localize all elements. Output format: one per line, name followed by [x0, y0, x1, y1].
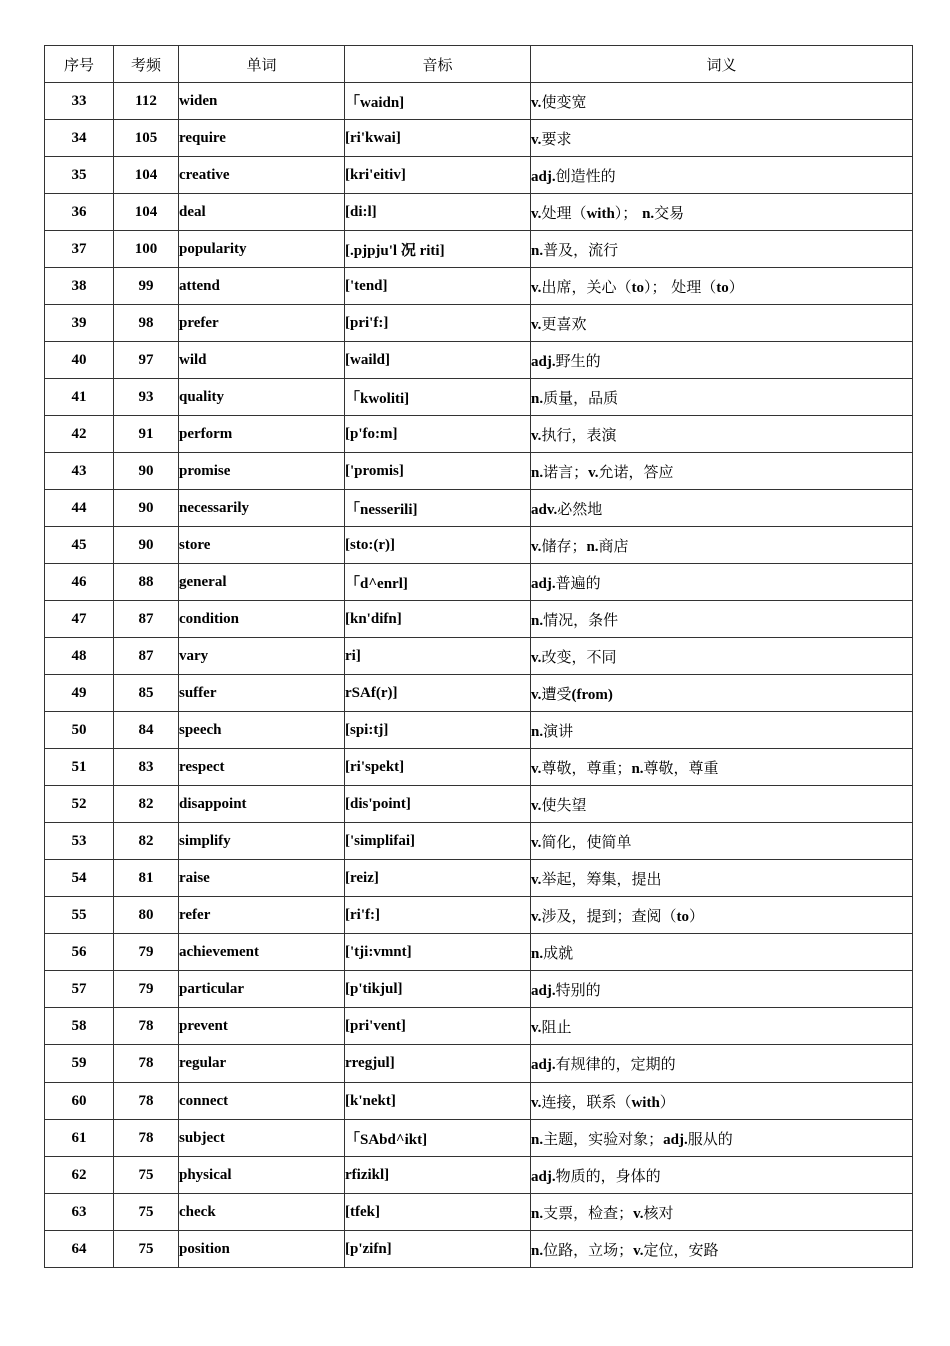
- table-row: [45, 712, 913, 749]
- phonetic-cell: 「d^enrl]: [345, 564, 531, 601]
- meaning-text: 情况，条件: [543, 610, 619, 629]
- frequency-cell: 105: [114, 120, 179, 157]
- part-of-speech: n.: [531, 723, 544, 740]
- index-cell: 43: [45, 453, 114, 490]
- part-of-speech: n.: [631, 760, 644, 777]
- word-cell: respect: [179, 749, 345, 786]
- phonetic-cell: [kn'difn]: [345, 601, 531, 638]
- word-cell: connect: [179, 1083, 345, 1120]
- index-cell: 42: [45, 416, 114, 453]
- index-cell: 35: [45, 157, 114, 194]
- phonetic-cell: 「waidn]: [345, 83, 531, 120]
- meaning-cell: [531, 1083, 913, 1120]
- meaning-text: 质量，品质: [543, 388, 619, 407]
- meaning-text: 必然地: [557, 499, 603, 518]
- frequency-cell: 78: [114, 1008, 179, 1045]
- frequency-cell: 93: [114, 379, 179, 416]
- meaning-text: 涉及，提到；查阅（: [541, 906, 677, 925]
- header-frequency: 考频: [114, 46, 179, 83]
- table-row: [45, 934, 913, 971]
- part-of-speech: v.: [531, 131, 542, 148]
- phonetic-cell: [tfek]: [345, 1194, 531, 1231]
- phonetic-cell: [pri'f:]: [345, 305, 531, 342]
- index-cell: 61: [45, 1120, 114, 1157]
- meaning-cell: [531, 157, 913, 194]
- meaning-text: 处理（: [541, 203, 587, 222]
- frequency-cell: 80: [114, 897, 179, 934]
- part-of-speech: (from): [571, 686, 613, 703]
- word-cell: attend: [179, 268, 345, 305]
- meaning-text: 储存；: [541, 536, 587, 555]
- table-row: [45, 638, 913, 675]
- part-of-speech: to: [631, 279, 644, 296]
- table-row: [45, 564, 913, 601]
- word-cell: quality: [179, 379, 345, 416]
- phonetic-cell: [dis'point]: [345, 786, 531, 823]
- part-of-speech: n.: [531, 945, 544, 962]
- part-of-speech: v.: [531, 1094, 542, 1111]
- index-cell: 59: [45, 1045, 114, 1083]
- header-phonetic: 音标: [345, 46, 531, 83]
- part-of-speech: v.: [531, 316, 542, 333]
- word-cell: widen: [179, 83, 345, 120]
- table-row: [45, 268, 913, 305]
- part-of-speech: v.: [531, 797, 542, 814]
- phonetic-cell: 「SAbd^ikt]: [345, 1120, 531, 1157]
- frequency-cell: 87: [114, 638, 179, 675]
- part-of-speech: v.: [633, 1205, 644, 1222]
- meaning-text: 尊敬，尊重；: [541, 758, 632, 777]
- word-cell: refer: [179, 897, 345, 934]
- meaning-text: 创造性的: [555, 166, 616, 185]
- phonetic-cell: 「nesserili]: [345, 490, 531, 527]
- word-cell: raise: [179, 860, 345, 897]
- meaning-text: 遭受: [541, 684, 572, 703]
- index-cell: 41: [45, 379, 114, 416]
- frequency-cell: 83: [114, 749, 179, 786]
- part-of-speech: adj.: [531, 1168, 556, 1185]
- part-of-speech: v.: [531, 649, 542, 666]
- table-row: [45, 1045, 913, 1083]
- header-index: 序号: [45, 46, 114, 83]
- part-of-speech: v.: [531, 908, 542, 925]
- table-row: [45, 490, 913, 527]
- meaning-text: 尊敬，尊重: [643, 758, 719, 777]
- meaning-text: ）: [688, 906, 704, 925]
- part-of-speech: v.: [531, 538, 542, 555]
- part-of-speech: adj.: [531, 353, 556, 370]
- index-cell: 53: [45, 823, 114, 860]
- word-cell: necessarily: [179, 490, 345, 527]
- word-cell: regular: [179, 1045, 345, 1083]
- meaning-text: 连接，联系（: [541, 1092, 632, 1111]
- meaning-cell: [531, 749, 913, 786]
- index-cell: 50: [45, 712, 114, 749]
- index-cell: 40: [45, 342, 114, 379]
- phonetic-cell: rregjul]: [345, 1045, 531, 1083]
- word-cell: creative: [179, 157, 345, 194]
- meaning-text: 核对: [643, 1203, 674, 1222]
- meaning-cell: [531, 416, 913, 453]
- phonetic-cell: ['tend]: [345, 268, 531, 305]
- index-cell: 46: [45, 564, 114, 601]
- frequency-cell: 91: [114, 416, 179, 453]
- part-of-speech: n.: [531, 464, 544, 481]
- word-cell: suffer: [179, 675, 345, 712]
- meaning-cell: [531, 1157, 913, 1194]
- word-cell: wild: [179, 342, 345, 379]
- word-cell: deal: [179, 194, 345, 231]
- part-of-speech: with: [586, 205, 615, 222]
- table-row: [45, 1083, 913, 1120]
- index-cell: 62: [45, 1157, 114, 1194]
- part-of-speech: n.: [531, 612, 544, 629]
- part-of-speech: n.: [531, 1205, 544, 1222]
- phonetic-cell: [reiz]: [345, 860, 531, 897]
- meaning-text: 服从的: [687, 1129, 733, 1148]
- index-cell: 49: [45, 675, 114, 712]
- phonetic-cell: ri]: [345, 638, 531, 675]
- meaning-cell: [531, 453, 913, 490]
- frequency-cell: 100: [114, 231, 179, 268]
- meaning-text: 使变宽: [541, 92, 587, 111]
- meaning-cell: [531, 231, 913, 268]
- meaning-cell: [531, 194, 913, 231]
- word-cell: check: [179, 1194, 345, 1231]
- meaning-text: 诺言；: [543, 462, 589, 481]
- meaning-text: 阻止: [541, 1017, 572, 1036]
- meaning-cell: [531, 860, 913, 897]
- part-of-speech: v.: [531, 760, 542, 777]
- phonetic-cell: [spi:tj]: [345, 712, 531, 749]
- table-header: [45, 46, 913, 83]
- index-cell: 58: [45, 1008, 114, 1045]
- word-cell: vary: [179, 638, 345, 675]
- frequency-cell: 75: [114, 1231, 179, 1268]
- meaning-text: 举起，筹集，提出: [541, 869, 662, 888]
- meaning-text: 有规律的，定期的: [555, 1055, 676, 1073]
- meaning-text: ）；: [614, 203, 643, 222]
- part-of-speech: n.: [642, 205, 655, 222]
- part-of-speech: adj.: [663, 1131, 688, 1148]
- index-cell: 60: [45, 1083, 114, 1120]
- meaning-cell: [531, 897, 913, 934]
- header-row: [45, 46, 913, 83]
- part-of-speech: adj.: [531, 168, 556, 185]
- meaning-cell: [531, 305, 913, 342]
- meaning-cell: [531, 83, 913, 120]
- table-row: [45, 1231, 913, 1268]
- meaning-text: 普及，流行: [543, 240, 619, 259]
- frequency-cell: 75: [114, 1194, 179, 1231]
- meaning-text: 位路，立场；: [543, 1240, 634, 1259]
- part-of-speech: n.: [531, 242, 544, 259]
- meaning-cell: [531, 1194, 913, 1231]
- meaning-text: 更喜欢: [541, 314, 587, 333]
- part-of-speech: to: [716, 279, 729, 296]
- part-of-speech: adj.: [531, 982, 556, 999]
- table-body: [45, 83, 913, 1268]
- phonetic-cell: [pri'vent]: [345, 1008, 531, 1045]
- part-of-speech: v.: [531, 1019, 542, 1036]
- frequency-cell: 78: [114, 1083, 179, 1120]
- part-of-speech: n.: [586, 538, 599, 555]
- meaning-text: 使失望: [541, 795, 587, 814]
- meaning-text: 物质的，身体的: [555, 1166, 661, 1185]
- meaning-cell: [531, 675, 913, 712]
- frequency-cell: 90: [114, 490, 179, 527]
- meaning-cell: [531, 120, 913, 157]
- phonetic-cell: [ri'kwai]: [345, 120, 531, 157]
- table-row: [45, 601, 913, 638]
- meaning-text: ）: [728, 277, 744, 296]
- frequency-cell: 90: [114, 527, 179, 564]
- frequency-cell: 104: [114, 194, 179, 231]
- table-row: [45, 786, 913, 823]
- meaning-cell: [531, 601, 913, 638]
- word-cell: general: [179, 564, 345, 601]
- part-of-speech: v.: [531, 94, 542, 111]
- frequency-cell: 97: [114, 342, 179, 379]
- index-cell: 54: [45, 860, 114, 897]
- index-cell: 56: [45, 934, 114, 971]
- phonetic-cell: rfizikl]: [345, 1157, 531, 1194]
- word-cell: subject: [179, 1120, 345, 1157]
- part-of-speech: v.: [531, 279, 542, 296]
- meaning-cell: [531, 1120, 913, 1157]
- table-row: [45, 823, 913, 860]
- meaning-text: 出席，关心（: [541, 277, 632, 296]
- phonetic-cell: [p'zifn]: [345, 1231, 531, 1268]
- table-row: [45, 1157, 913, 1194]
- index-cell: 44: [45, 490, 114, 527]
- word-cell: require: [179, 120, 345, 157]
- table-row: [45, 971, 913, 1008]
- meaning-text: 支票，检查；: [543, 1203, 634, 1222]
- index-cell: 55: [45, 897, 114, 934]
- word-cell: disappoint: [179, 786, 345, 823]
- meaning-text: 简化，使简单: [541, 832, 632, 851]
- meaning-text: 商店: [598, 536, 629, 555]
- part-of-speech: v.: [531, 427, 542, 444]
- index-cell: 45: [45, 527, 114, 564]
- word-cell: physical: [179, 1157, 345, 1194]
- frequency-cell: 78: [114, 1120, 179, 1157]
- meaning-text: 要求: [541, 129, 572, 148]
- meaning-cell: [531, 786, 913, 823]
- phonetic-cell: ['promis]: [345, 453, 531, 490]
- meaning-cell: [531, 564, 913, 601]
- table-row: [45, 1008, 913, 1045]
- part-of-speech: v.: [588, 464, 599, 481]
- index-cell: 47: [45, 601, 114, 638]
- index-cell: 52: [45, 786, 114, 823]
- word-cell: prefer: [179, 305, 345, 342]
- table-row: [45, 1194, 913, 1231]
- word-cell: popularity: [179, 231, 345, 268]
- meaning-text: ）: [659, 1092, 675, 1111]
- header-word: 单词: [179, 46, 345, 83]
- frequency-cell: 84: [114, 712, 179, 749]
- table-row: [45, 675, 913, 712]
- word-cell: condition: [179, 601, 345, 638]
- word-cell: speech: [179, 712, 345, 749]
- table-row: [45, 860, 913, 897]
- part-of-speech: to: [676, 908, 689, 925]
- phonetic-cell: [ri'f:]: [345, 897, 531, 934]
- meaning-text: 改变，不同: [541, 647, 617, 666]
- frequency-cell: 90: [114, 453, 179, 490]
- meaning-cell: [531, 823, 913, 860]
- word-cell: prevent: [179, 1008, 345, 1045]
- table-row: [45, 453, 913, 490]
- meaning-cell: [531, 490, 913, 527]
- table-row: [45, 527, 913, 564]
- part-of-speech: v.: [531, 205, 542, 222]
- word-cell: promise: [179, 453, 345, 490]
- table-row: [45, 342, 913, 379]
- frequency-cell: 88: [114, 564, 179, 601]
- meaning-text: 特别的: [555, 980, 601, 999]
- meaning-cell: [531, 1231, 913, 1268]
- meaning-cell: [531, 268, 913, 305]
- index-cell: 37: [45, 231, 114, 268]
- part-of-speech: adv.: [531, 501, 558, 518]
- phonetic-cell: [.pjpju'l 况 riti]: [345, 231, 531, 268]
- phonetic-cell: ['tji:vmnt]: [345, 934, 531, 971]
- word-cell: store: [179, 527, 345, 564]
- meaning-text: 执行，表演: [541, 425, 617, 444]
- index-cell: 33: [45, 83, 114, 120]
- meaning-cell: [531, 342, 913, 379]
- frequency-cell: 75: [114, 1157, 179, 1194]
- frequency-cell: 81: [114, 860, 179, 897]
- phonetic-cell: [k'nekt]: [345, 1083, 531, 1120]
- meaning-cell: [531, 527, 913, 564]
- index-cell: 34: [45, 120, 114, 157]
- part-of-speech: v.: [531, 834, 542, 851]
- frequency-cell: 79: [114, 934, 179, 971]
- word-cell: perform: [179, 416, 345, 453]
- table-row: [45, 194, 913, 231]
- table-row: [45, 157, 913, 194]
- word-cell: simplify: [179, 823, 345, 860]
- part-of-speech: v.: [633, 1242, 644, 1259]
- phonetic-cell: [p'tikjul]: [345, 971, 531, 1008]
- part-of-speech: n.: [531, 1131, 544, 1148]
- meaning-cell: [531, 638, 913, 675]
- index-cell: 63: [45, 1194, 114, 1231]
- meaning-cell: [531, 1008, 913, 1045]
- frequency-cell: 98: [114, 305, 179, 342]
- meaning-cell: [531, 379, 913, 416]
- part-of-speech: n.: [531, 390, 544, 407]
- frequency-cell: 79: [114, 971, 179, 1008]
- table-row: [45, 1120, 913, 1157]
- meaning-text: 成就: [543, 943, 574, 962]
- frequency-cell: 99: [114, 268, 179, 305]
- meaning-text: 普遍的: [555, 573, 601, 592]
- meaning-cell: [531, 712, 913, 749]
- phonetic-cell: ['simplifai]: [345, 823, 531, 860]
- word-cell: position: [179, 1231, 345, 1268]
- meaning-cell: [531, 971, 913, 1008]
- part-of-speech: with: [631, 1094, 660, 1111]
- index-cell: 38: [45, 268, 114, 305]
- table-row: [45, 416, 913, 453]
- meaning-text: 定位，安路: [643, 1240, 719, 1259]
- meaning-cell: [531, 934, 913, 971]
- meaning-text: 交易: [654, 203, 685, 222]
- frequency-cell: 82: [114, 786, 179, 823]
- table-row: [45, 749, 913, 786]
- phonetic-cell: 「kwoliti]: [345, 379, 531, 416]
- table-row: [45, 83, 913, 120]
- table-row: [45, 231, 913, 268]
- phonetic-cell: [kri'eitiv]: [345, 157, 531, 194]
- index-cell: 36: [45, 194, 114, 231]
- vocabulary-table: [44, 45, 913, 1268]
- phonetic-cell: [p'fo:m]: [345, 416, 531, 453]
- frequency-cell: 85: [114, 675, 179, 712]
- meaning-cell: [531, 1045, 913, 1083]
- frequency-cell: 82: [114, 823, 179, 860]
- meaning-text: ）； 处理（: [643, 277, 717, 296]
- phonetic-cell: rSAf(r)]: [345, 675, 531, 712]
- table-row: [45, 305, 913, 342]
- word-cell: particular: [179, 971, 345, 1008]
- word-cell: achievement: [179, 934, 345, 971]
- part-of-speech: v.: [531, 686, 542, 703]
- meaning-text: 允诺，答应: [598, 462, 674, 481]
- part-of-speech: adj.: [531, 575, 556, 592]
- table-row: [45, 120, 913, 157]
- meaning-text: 主题，实验对象；: [543, 1129, 664, 1148]
- phonetic-cell: [ri'spekt]: [345, 749, 531, 786]
- meaning-text: 演讲: [543, 721, 574, 740]
- frequency-cell: 112: [114, 83, 179, 120]
- phonetic-cell: [di:l]: [345, 194, 531, 231]
- part-of-speech: v.: [531, 871, 542, 888]
- table-row: [45, 379, 913, 416]
- part-of-speech: adj.: [531, 1057, 556, 1073]
- meaning-text: 野生的: [555, 351, 601, 370]
- header-meaning: 词义: [531, 46, 913, 83]
- index-cell: 64: [45, 1231, 114, 1268]
- phonetic-cell: [waild]: [345, 342, 531, 379]
- table-row: [45, 897, 913, 934]
- index-cell: 51: [45, 749, 114, 786]
- index-cell: 57: [45, 971, 114, 1008]
- index-cell: 39: [45, 305, 114, 342]
- frequency-cell: 104: [114, 157, 179, 194]
- frequency-cell: 87: [114, 601, 179, 638]
- part-of-speech: n.: [531, 1242, 544, 1259]
- index-cell: 48: [45, 638, 114, 675]
- phonetic-cell: [sto:(r)]: [345, 527, 531, 564]
- frequency-cell: 78: [114, 1045, 179, 1083]
